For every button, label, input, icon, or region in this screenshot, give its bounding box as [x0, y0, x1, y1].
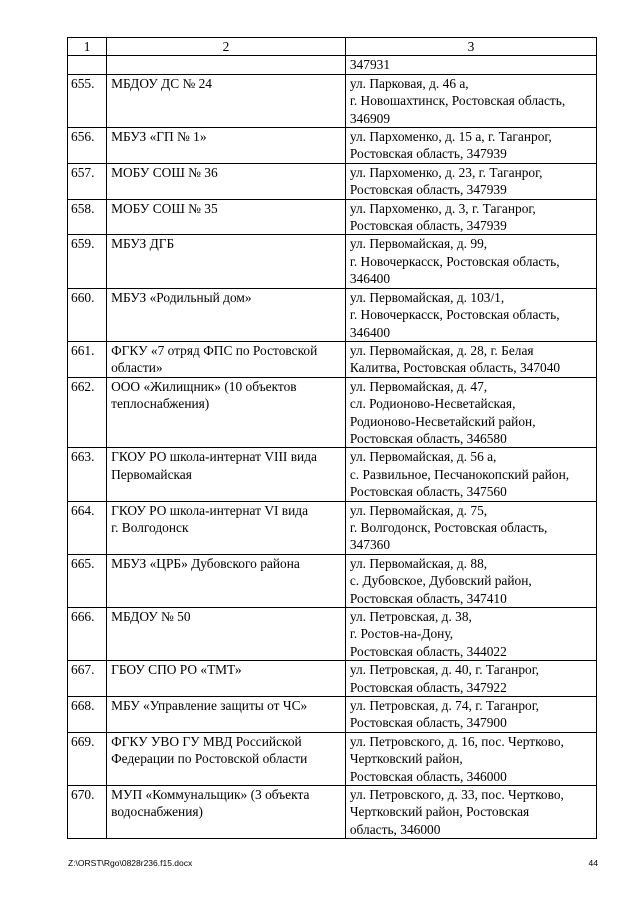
- header-col-2: 2: [107, 38, 346, 56]
- table-row: [68, 74, 597, 127]
- address-line: с. Развильное, Песчанокопский район,: [349, 466, 570, 482]
- address-line: Калитва, Ростовская область, 347040: [349, 360, 561, 376]
- table-row: [68, 554, 597, 607]
- organization-name-line: МБУЗ ДГБ: [111, 236, 175, 252]
- organization-name-line: Федерации по Ростовской области: [111, 751, 308, 767]
- address-line: г. Новочеркасск, Ростовская область,: [349, 253, 560, 269]
- row-number: 658.: [68, 199, 107, 235]
- address-line: ул. Петровская, д. 74, г. Таганрог,: [349, 698, 540, 714]
- address-line: 346909: [349, 110, 391, 126]
- address-line: область, 346000: [349, 821, 441, 837]
- organization-name: [107, 128, 346, 164]
- organization-name-line: теплоснабжения): [111, 396, 210, 412]
- address: [345, 74, 596, 127]
- address-line: с. Дубовское, Дубовский район,: [349, 573, 532, 589]
- address-line: ул. Первомайская, д. 88,: [349, 555, 488, 571]
- address: [345, 697, 596, 733]
- address: [345, 128, 596, 164]
- organization-name-line: г. Волгодонск: [111, 519, 189, 535]
- continuation-name: [107, 56, 346, 74]
- organization-name: [107, 501, 346, 554]
- address: [345, 732, 596, 785]
- organization-name: [107, 235, 346, 288]
- address-line: ул. Первомайская, д. 99,: [349, 236, 488, 252]
- row-number: 659.: [68, 235, 107, 288]
- address-line: сл. Родионово-Несветайская,: [349, 396, 516, 412]
- row-number: 657.: [68, 163, 107, 199]
- organization-name-line: МБУ «Управление защиты от ЧС»: [111, 698, 308, 714]
- address-line: ул. Петровская, д. 40, г. Таганрог,: [349, 662, 540, 678]
- row-number: 656.: [68, 128, 107, 164]
- address-line: ул. Первомайская, д. 47,: [349, 378, 488, 394]
- address-line: ул. Парковая, д. 46 а,: [349, 75, 469, 91]
- address: [345, 661, 596, 697]
- table-row: [68, 786, 597, 839]
- address: [345, 341, 596, 377]
- table-row: [68, 128, 597, 164]
- organization-name-line: ГКОУ РО школа-интернат VI вида: [111, 502, 309, 518]
- organization-name-line: МУП «Коммунальщик» (3 объекта: [111, 787, 310, 803]
- address-line: Ростовская область, 347410: [349, 590, 507, 606]
- header-col-1: 1: [68, 38, 107, 56]
- address-line: г. Ростов-на-Дону,: [349, 626, 454, 642]
- continuation-address: 347931: [345, 56, 596, 74]
- organization-name: [107, 199, 346, 235]
- row-number: 663.: [68, 448, 107, 501]
- footer-file-path: Z:\ORST\Rgo\0828r236.f15.docx: [68, 858, 193, 868]
- address-line: Ростовская область, 347939: [349, 146, 507, 162]
- organization-name: [107, 697, 346, 733]
- organization-name: [107, 554, 346, 607]
- address: [345, 199, 596, 235]
- address-line: Ростовская область, 346000: [349, 768, 507, 784]
- organization-name: [107, 288, 346, 341]
- row-number: 666.: [68, 608, 107, 661]
- table-row: [68, 732, 597, 785]
- table-row: [68, 697, 597, 733]
- table-row: [68, 288, 597, 341]
- table-row: [68, 501, 597, 554]
- address-line: ул. Петровская, д. 38,: [349, 609, 472, 624]
- row-number: 667.: [68, 661, 107, 697]
- table-body: [68, 56, 597, 839]
- row-number: 664.: [68, 501, 107, 554]
- row-number: 668.: [68, 697, 107, 733]
- address-line: Ростовская область, 347560: [349, 484, 507, 500]
- address-line: 346400: [349, 271, 391, 287]
- organization-name-line: МБУЗ «ЦРБ» Дубовского района: [111, 555, 300, 571]
- address-line: г. Новочеркасск, Ростовская область,: [349, 307, 560, 323]
- organization-name-line: ФГКУ «7 отряд ФПС по Ростовской: [111, 342, 318, 358]
- organization-name-line: ФГКУ УВО ГУ МВД Российской: [111, 733, 302, 749]
- table-row: [68, 377, 597, 448]
- address-line: Чертковский район, Ростовская: [349, 804, 530, 820]
- address-line: ул. Пархоменко, д. 3, г. Таганрог,: [349, 200, 536, 216]
- organization-name-line: ГКОУ РО школа-интернат VIII вида: [111, 449, 317, 465]
- row-number: 670.: [68, 786, 107, 839]
- address: [345, 554, 596, 607]
- table-row: [68, 448, 597, 501]
- organization-name: [107, 661, 346, 697]
- address: [345, 377, 596, 448]
- address-line: ул. Первомайская, д. 56 а,: [349, 449, 497, 465]
- organization-name-line: МБДОУ ДС № 24: [111, 75, 212, 91]
- organization-name-line: МБУЗ «Родильный дом»: [111, 289, 252, 305]
- address-table: [67, 37, 597, 839]
- organization-name-line: водоснабжения): [111, 804, 203, 820]
- row-number: 662.: [68, 377, 107, 448]
- address-line: ул. Петровского, д. 16, пос. Чертково,: [349, 733, 564, 749]
- address: [345, 786, 596, 839]
- address-line: 346400: [349, 324, 391, 340]
- organization-name-line: Первомайская: [111, 466, 192, 482]
- address: [345, 163, 596, 199]
- address-line: Ростовская область, 347939: [349, 218, 507, 234]
- row-number: 661.: [68, 341, 107, 377]
- address-line: Чертковский район,: [349, 751, 463, 767]
- address: [345, 608, 596, 661]
- table-header-row: [68, 38, 597, 56]
- address: [345, 501, 596, 554]
- table-row: [68, 608, 597, 661]
- row-number: 660.: [68, 288, 107, 341]
- organization-name: [107, 448, 346, 501]
- table-row: [68, 235, 597, 288]
- organization-name: [107, 74, 346, 127]
- continuation-num: [68, 56, 107, 74]
- organization-name-line: МБДОУ № 50: [111, 609, 191, 624]
- address-line: Ростовская область, 347900: [349, 715, 507, 731]
- organization-name-line: МБУЗ «ГП № 1»: [111, 129, 207, 145]
- address: [345, 448, 596, 501]
- organization-name: [107, 608, 346, 661]
- header-col-3: 3: [345, 38, 596, 56]
- organization-name-line: ГБОУ СПО РО «ТМТ»: [111, 662, 242, 678]
- continuation-row: [68, 56, 597, 74]
- row-number: 669.: [68, 732, 107, 785]
- organization-name: [107, 163, 346, 199]
- address-line: 347360: [349, 537, 391, 553]
- address-line: Ростовская область, 347922: [349, 679, 507, 695]
- row-number: 665.: [68, 554, 107, 607]
- organization-name: [107, 786, 346, 839]
- organization-name: [107, 377, 346, 448]
- table-row: [68, 661, 597, 697]
- address: [345, 288, 596, 341]
- organization-name: [107, 732, 346, 785]
- organization-name-line: МОБУ СОШ № 36: [111, 164, 218, 180]
- organization-name-line: МОБУ СОШ № 35: [111, 200, 218, 216]
- organization-name: [107, 341, 346, 377]
- table-row: [68, 199, 597, 235]
- address-line: ул. Пархоменко, д. 23, г. Таганрог,: [349, 164, 543, 180]
- table-row: [68, 341, 597, 377]
- address-line: Ростовская область, 347939: [349, 182, 507, 198]
- address-line: ул. Пархоменко, д. 15 а, г. Таганрог,: [349, 129, 552, 145]
- address-line: Ростовская область, 344022: [349, 643, 507, 659]
- address-line: Ростовская область, 346580: [349, 430, 507, 446]
- organization-name-line: ООО «Жилищник» (10 объектов: [111, 378, 297, 394]
- address-line: ул. Первомайская, д. 103/1,: [349, 289, 505, 305]
- footer-page-number: 44: [588, 858, 598, 868]
- address-line: ул. Петровского, д. 33, пос. Чертково,: [349, 787, 564, 803]
- address-line: г. Новошахтинск, Ростовская область,: [349, 93, 566, 109]
- row-number: 655.: [68, 74, 107, 127]
- address-line: Родионово-Несветайский район,: [349, 413, 536, 429]
- address-line: г. Волгодонск, Ростовская область,: [349, 519, 548, 535]
- address-line: ул. Первомайская, д. 28, г. Белая: [349, 342, 534, 358]
- address-line: ул. Первомайская, д. 75,: [349, 502, 488, 518]
- table-row: [68, 163, 597, 199]
- organization-name-line: области»: [111, 360, 163, 376]
- address: [345, 235, 596, 288]
